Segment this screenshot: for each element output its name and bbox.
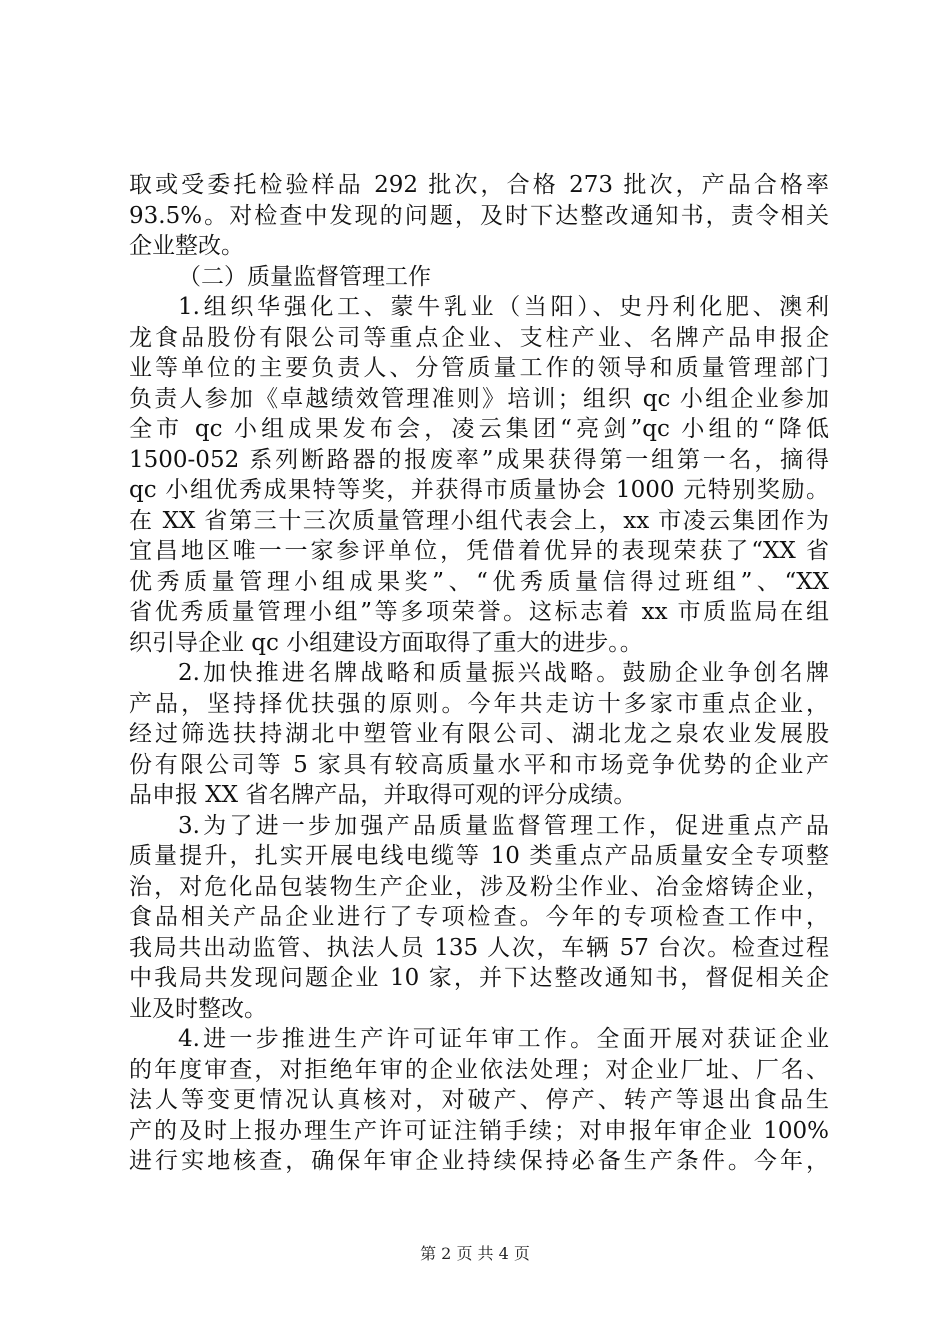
text-line: 2.加快推进名牌战略和质量振兴战略。鼓励企业争创名牌 [178, 660, 829, 686]
text-line: 产的及时上报办理生产许可证注销手续；对申报年审企业 100% [129, 1117, 829, 1144]
text-line: 负责人参加《卓越绩效管理准则》培训；组织 qc 小组企业参加 [129, 385, 829, 412]
text-line: 3.为了进一步加强产品质量监督管理工作，促进重点产品 [178, 812, 829, 839]
text-line: 4.进一步推进生产许可证年审工作。全面开展对获证企业 [178, 1026, 829, 1052]
text-line: 我局共出动监管、执法人员 135 人次，车辆 57 台次。检查过程 [129, 934, 829, 961]
text-line: 中我局共发现问题企业 10 家，并下达整改通知书，督促相关企 [129, 965, 829, 991]
text-line: 在 XX 省第三十三次质量管理小组代表会上，xx 市凌云集团作为 [129, 507, 829, 534]
text-line: 产品，坚持择优扶强的原则。今年共走访十多家市重点企业， [129, 690, 829, 717]
text-line: 质量提升，扎实开展电线电缆等 10 类重点产品质量安全专项整 [129, 843, 829, 869]
text-line: qc 小组优秀成果特等奖，并获得市质量协会 1000 元特别奖励。 [129, 477, 829, 503]
text-line: 品申报 XX 省名牌产品，并取得可观的评分成绩。 [129, 782, 637, 808]
text-line: 经过筛选扶持湖北中塑管业有限公司、湖北龙之泉农业发展股 [129, 721, 829, 747]
text-line: 省优秀质量管理小组”等多项荣誉。这标志着 xx 市质监局在组 [129, 599, 829, 625]
text-line: 织引导企业 qc 小组建设方面取得了重大的进步。。 [129, 629, 643, 656]
text-line: 宜昌地区唯一一家参评单位，凭借着优异的表现荣获了“XX 省 [129, 538, 829, 564]
text-line: 1.组织华强化工、蒙牛乳业（当阳）、史丹利化肥、澳利 [178, 294, 829, 320]
text-line: 业等单位的主要负责人、分管质量工作的领导和质量管理部门 [129, 355, 829, 381]
text-line: 企业整改。 [129, 233, 244, 259]
text-line: 份有限公司等 5 家具有较高质量水平和市场竞争优势的企业产 [129, 751, 829, 778]
text-line: 取或受委托检验样品 292 批次，合格 273 批次，产品合格率 [129, 172, 829, 198]
text-line: 进行实地核查，确保年审企业持续保持必备生产条件。今年， [129, 1148, 829, 1174]
text-line: 全市 qc 小组成果发布会，凌云集团“亮剑”qc 小组的“降低 [129, 416, 829, 442]
section-heading: （二）质量监督管理工作 [178, 263, 431, 290]
text-line: 法人等变更情况认真核对，对破产、停产、转产等退出食品生 [129, 1087, 829, 1113]
text-line: 优秀质量管理小组成果奖”、“优秀质量信得过班组”、“XX [129, 568, 829, 595]
text-line: 治，对危化品包装物生产企业，涉及粉尘作业、冶金熔铸企业， [129, 873, 829, 900]
text-line: 1500-052 系列断路器的报废率”成果获得第一组第一名，摘得 [129, 446, 829, 473]
text-line: 龙食品股份有限公司等重点企业、支柱产业、名牌产品申报企 [129, 324, 829, 351]
text-line: 93.5%。对检查中发现的问题，及时下达整改通知书，责令相关 [129, 202, 829, 229]
text-line: 的年度审查，对拒绝年审的企业依法处理；对企业厂址、厂名、 [129, 1056, 829, 1083]
page-number-footer: 第 2 页 共 4 页 [420, 1244, 530, 1263]
text-line: 业及时整改。 [129, 995, 267, 1022]
text-line: 食品相关产品企业进行了专项检查。今年的专项检查工作中， [129, 904, 829, 930]
